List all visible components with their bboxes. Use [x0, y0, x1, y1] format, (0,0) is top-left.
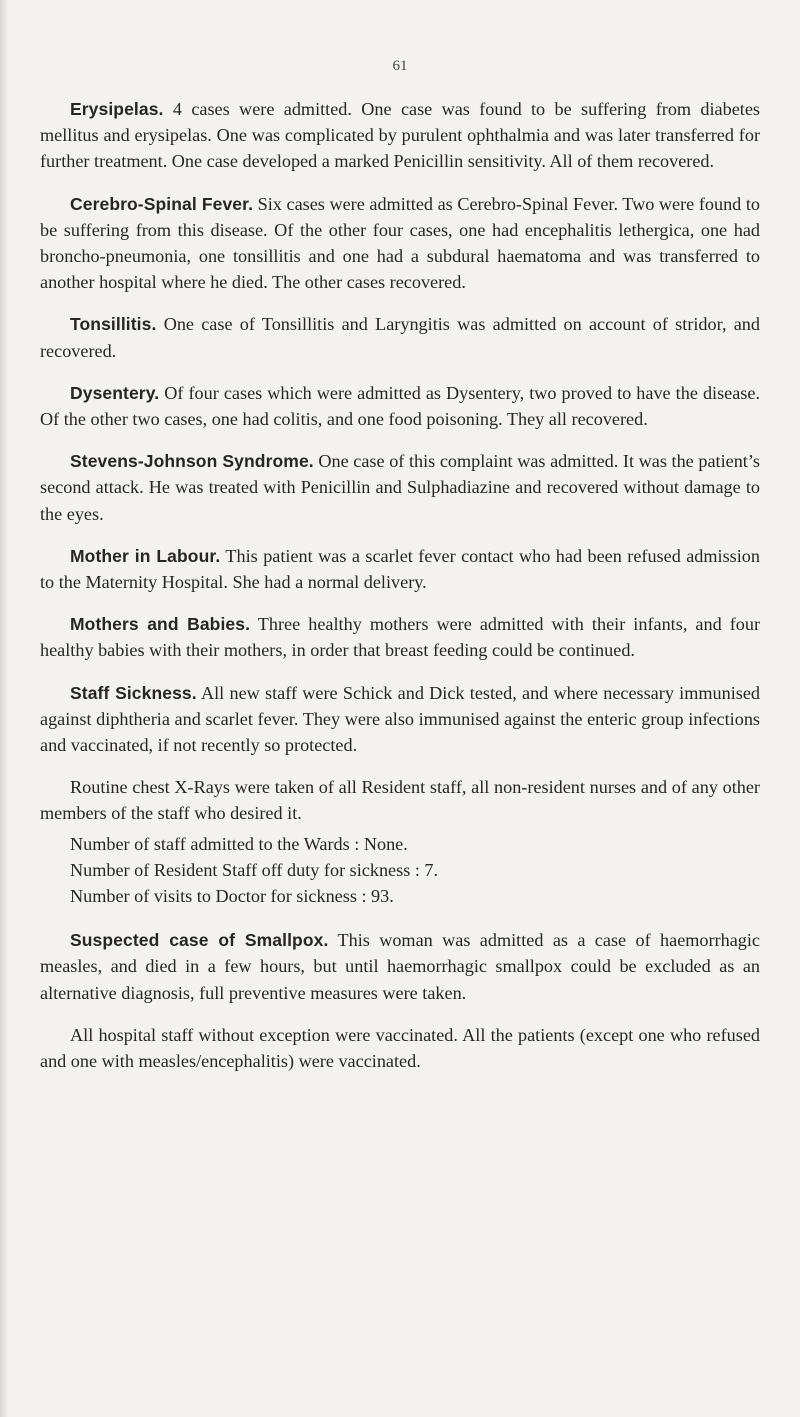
- staff-stats-list: [40, 831, 760, 910]
- paragraph-mothers-and-babies: [40, 611, 760, 663]
- heading-mothers-and-babies: Mothers and Babies.: [70, 614, 251, 635]
- heading-smallpox: Suspected case of Smallpox.: [70, 930, 329, 951]
- heading-stevens-johnson: Stevens-Johnson Syndrome.: [70, 451, 314, 472]
- stat-staff-off-duty: Number of Resident Staff off duty for sickness : 7.: [70, 859, 439, 880]
- heading-dysentery: Dysentery.: [70, 382, 160, 403]
- paragraph-staff-sickness: [40, 680, 760, 759]
- paragraph-tonsillitis: [40, 311, 760, 363]
- paragraph-smallpox: [40, 927, 760, 1006]
- text-smallpox: This woman was admitted as a case of haemorrhagic measles, and died in a few hours, but until haemorrhagic smallpox could be excluded as an alternative diagnosis, full preventive measures were taken.: [40, 930, 761, 1003]
- text-staff-sickness: All new staff were Schick and Dick tested, and where necessary immunised against diphtheria and scarlet fever. They were also immunised against the enteric group infections and vaccinated, if not recently so protected.: [40, 682, 760, 756]
- paragraph-routine-xrays: Routine chest X-Rays were taken of all Resident staff, all non-resident nurses and of any other members of the staff who desired it.: [40, 777, 760, 824]
- page-number: 61: [392, 58, 408, 74]
- text-dysentery: Of four cases which were admitted as Dysentery, two proved to have the disease. Of the other two cases, one had colitis, and one food poisoning. They all recovered.: [40, 382, 761, 430]
- paragraph-mother-in-labour: [40, 543, 760, 595]
- stat-doctor-visits: Number of visits to Doctor for sickness : 93.: [70, 886, 394, 907]
- paragraph-vaccination: All hospital staff without exception were vaccinated. All the patients (except one who refused and one with measles/encephalitis) were vaccinated.: [40, 1024, 760, 1072]
- paragraph-dysentery: [40, 380, 760, 432]
- heading-mother-in-labour: Mother in Labour.: [70, 545, 221, 566]
- heading-cerebro-spinal: Cerebro-Spinal Fever.: [70, 193, 254, 214]
- paragraph-erysipelas: [40, 96, 760, 175]
- text-erysipelas: 4 cases were admitted. One case was found to be suffering from diabetes mellitus and erysipelas. One was complicated by purulent ophthalmia and was later transferred for further treatment. One case developed a marked Penicillin sensitivity. All of them recovered.: [40, 99, 760, 172]
- text-cerebro-spinal: Six cases were admitted as Cerebro-Spinal Fever. Two were found to be suffering from this disease. Of the other four cases, one had encephalitis lethergica, one had broncho-pneumonia, one tonsillitis and one had a subdural haematoma and was transferred to another hospital where he died. The other cases recovered.: [40, 193, 761, 293]
- paragraph-cerebro-spinal: [40, 191, 760, 296]
- stat-staff-admitted: Number of staff admitted to the Wards : None.: [70, 833, 408, 854]
- text-stevens-johnson: One case of this complaint was admitted. It was the patient’s second attack. He was treated with Penicillin and Sulphadiazine and recovered without damage to the eyes.: [40, 451, 760, 524]
- heading-staff-sickness: Staff Sickness.: [70, 682, 197, 703]
- document-body: [40, 96, 760, 1090]
- text-tonsillitis: One case of Tonsillitis and Laryngitis was admitted on account of stridor, and recovered.: [40, 314, 760, 361]
- page-edge: [0, 0, 8, 1417]
- heading-tonsillitis: Tonsillitis.: [70, 314, 157, 335]
- text-mothers-and-babies: Three healthy mothers were admitted with their infants, and four healthy babies with their mothers, in order that breast feeding could be continued.: [40, 614, 761, 661]
- text-mother-in-labour: This patient was a scarlet fever contact who had been refused admission to the Maternity Hospital. She had a normal delivery.: [40, 545, 760, 593]
- heading-erysipelas: Erysipelas.: [70, 99, 164, 119]
- paragraph-stevens-johnson: [40, 448, 760, 527]
